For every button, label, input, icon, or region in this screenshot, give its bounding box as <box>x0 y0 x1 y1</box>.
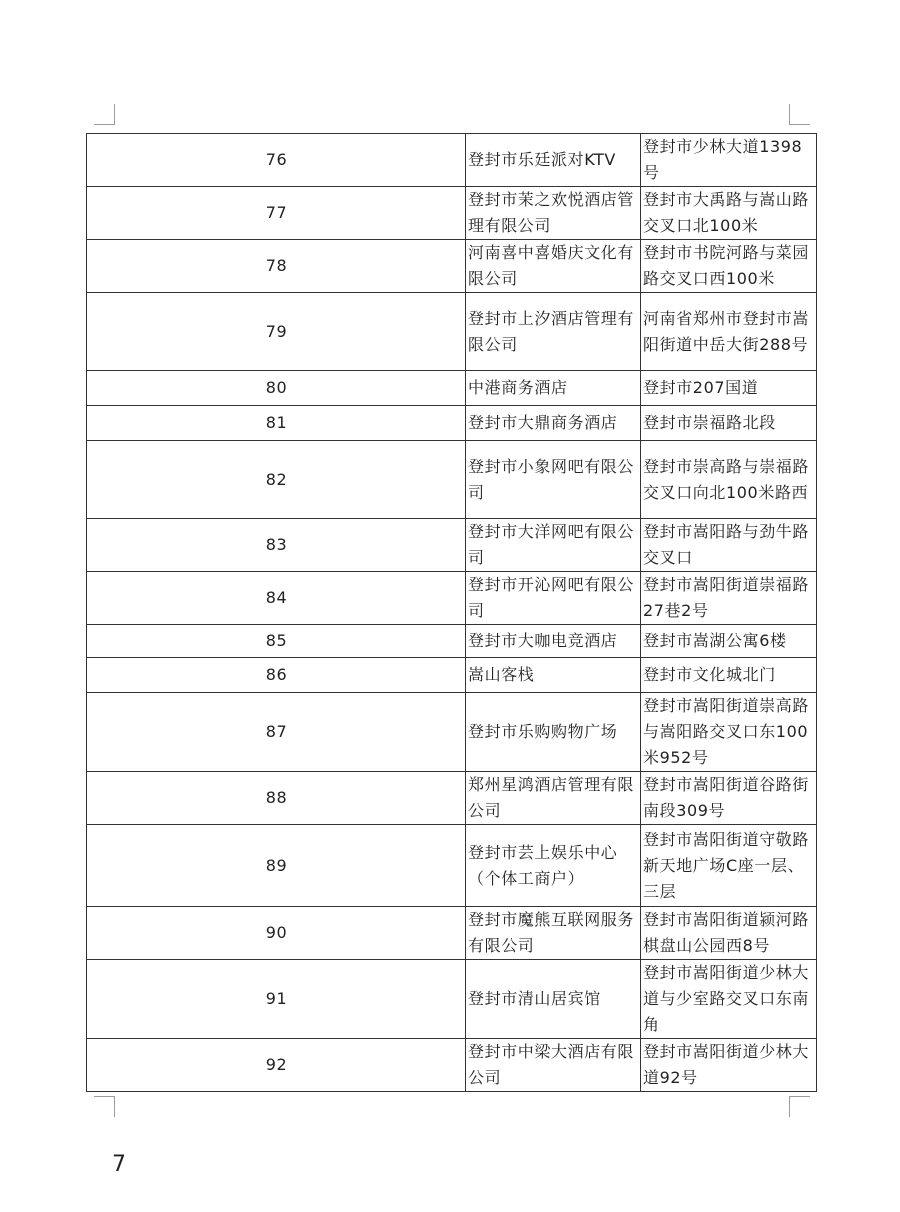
crop-mark-top-right <box>789 104 810 125</box>
venue-name: 登封市乐购购物广场 <box>466 693 641 772</box>
venue-address: 登封市少林大道1398号 <box>641 134 817 187</box>
row-number: 84 <box>87 572 466 625</box>
venue-address: 登封市文化城北门 <box>641 658 817 693</box>
venue-address: 登封市嵩阳街道颍河路棋盘山公园西8号 <box>641 907 817 960</box>
row-number: 86 <box>87 658 466 693</box>
venue-name: 登封市大洋网吧有限公司 <box>466 519 641 572</box>
venue-name: 登封市上汐酒店管理有限公司 <box>466 293 641 371</box>
table-row <box>87 240 817 293</box>
venue-table-body <box>87 134 817 1092</box>
venue-name: 登封市大咖电竞酒店 <box>466 625 641 658</box>
table-row <box>87 519 817 572</box>
venue-name: 登封市中梁大酒店有限公司 <box>466 1039 641 1092</box>
venue-name: 中港商务酒店 <box>466 371 641 406</box>
venue-name: 登封市魔熊互联网服务有限公司 <box>466 907 641 960</box>
table-row <box>87 825 817 907</box>
venue-address: 登封市嵩阳街道少林大道92号 <box>641 1039 817 1092</box>
row-number: 91 <box>87 960 466 1039</box>
row-number: 82 <box>87 441 466 519</box>
venue-name: 登封市乐廷派对KTV <box>466 134 641 187</box>
table-row <box>87 693 817 772</box>
table-row <box>87 625 817 658</box>
row-number: 90 <box>87 907 466 960</box>
row-number: 83 <box>87 519 466 572</box>
venue-name: 登封市芸上娱乐中心（个体工商户） <box>466 825 641 907</box>
table-row <box>87 187 817 240</box>
venue-address: 登封市崇福路北段 <box>641 406 817 441</box>
venue-name: 登封市清山居宾馆 <box>466 960 641 1039</box>
table-row <box>87 658 817 693</box>
venue-address: 登封市嵩阳街道少林大道与少室路交叉口东南角 <box>641 960 817 1039</box>
venue-name: 登封市开沁网吧有限公司 <box>466 572 641 625</box>
venue-address: 登封市207国道 <box>641 371 817 406</box>
venue-address: 登封市书院河路与菜园路交叉口西100米 <box>641 240 817 293</box>
row-number: 80 <box>87 371 466 406</box>
row-number: 78 <box>87 240 466 293</box>
venue-name: 登封市小象网吧有限公司 <box>466 441 641 519</box>
venue-address: 登封市嵩阳街道崇福路27巷2号 <box>641 572 817 625</box>
table-row <box>87 907 817 960</box>
venue-table <box>86 133 817 1092</box>
table-row <box>87 960 817 1039</box>
crop-mark-top-left <box>94 104 115 125</box>
venue-address: 登封市嵩阳街道守敬路新天地广场C座一层、三层 <box>641 825 817 907</box>
row-number: 76 <box>87 134 466 187</box>
venue-name: 登封市大鼎商务酒店 <box>466 406 641 441</box>
venue-address: 登封市嵩阳路与劲牛路交叉口 <box>641 519 817 572</box>
row-number: 85 <box>87 625 466 658</box>
venue-name: 登封市茉之欢悦酒店管理有限公司 <box>466 187 641 240</box>
venue-name: 郑州星鸿酒店管理有限公司 <box>466 772 641 825</box>
table-row <box>87 134 817 187</box>
venue-address: 登封市嵩湖公寓6楼 <box>641 625 817 658</box>
row-number: 88 <box>87 772 466 825</box>
row-number: 89 <box>87 825 466 907</box>
row-number: 87 <box>87 693 466 772</box>
table-row <box>87 572 817 625</box>
crop-mark-bottom-right <box>789 1096 810 1117</box>
row-number: 77 <box>87 187 466 240</box>
venue-address: 登封市嵩阳街道谷路街南段309号 <box>641 772 817 825</box>
crop-mark-bottom-left <box>94 1096 115 1117</box>
venue-name: 河南喜中喜婚庆文化有限公司 <box>466 240 641 293</box>
venue-address: 登封市崇高路与崇福路交叉口向北100米路西 <box>641 441 817 519</box>
venue-name: 嵩山客栈 <box>466 658 641 693</box>
table-row <box>87 441 817 519</box>
page-number: 7 <box>112 1152 126 1177</box>
row-number: 81 <box>87 406 466 441</box>
table-row <box>87 1039 817 1092</box>
table-row <box>87 772 817 825</box>
row-number: 79 <box>87 293 466 371</box>
venue-address: 登封市大禹路与嵩山路交叉口北100米 <box>641 187 817 240</box>
table-row <box>87 406 817 441</box>
row-number: 92 <box>87 1039 466 1092</box>
venue-address: 河南省郑州市登封市嵩阳街道中岳大街288号 <box>641 293 817 371</box>
table-row <box>87 371 817 406</box>
table-row <box>87 293 817 371</box>
venue-address: 登封市嵩阳街道崇高路与嵩阳路交叉口东100米952号 <box>641 693 817 772</box>
